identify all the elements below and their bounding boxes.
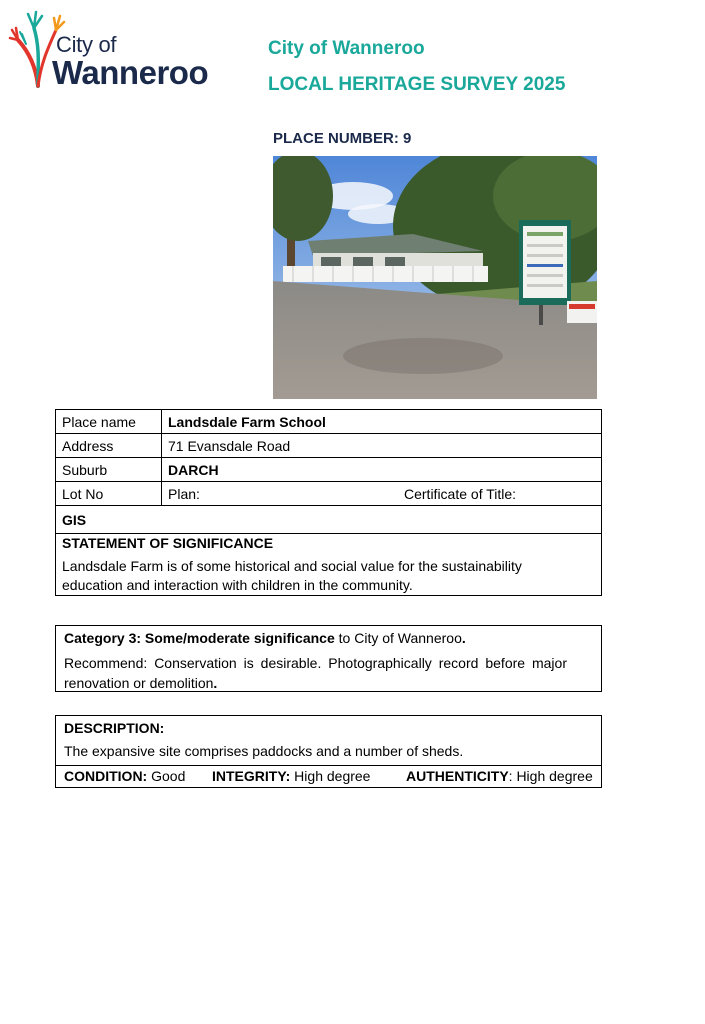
category-heading-suffix: to City of Wanneroo [334, 630, 462, 646]
address-value: 71 Evansdale Road [162, 434, 602, 458]
place-number: PLACE NUMBER: 9 [273, 130, 412, 147]
city-of-wanneroo-logo [8, 8, 228, 91]
condition-label: CONDITION: [64, 768, 148, 784]
condition-value: Good [147, 768, 186, 784]
table-row [56, 458, 602, 482]
suburb-label: Suburb [56, 458, 162, 482]
header-title: City of Wanneroo [268, 38, 425, 59]
place-name-value: Landsdale Farm School [162, 410, 602, 434]
category-box [55, 625, 602, 692]
suburb-value: DARCH [162, 458, 602, 482]
certificate-label: Certificate of Title: [404, 486, 517, 502]
category-heading-end: . [461, 630, 466, 646]
integrity-value: High degree [290, 768, 371, 784]
lot-label: Lot No [56, 482, 162, 506]
address-label: Address [56, 434, 162, 458]
description-text: The expansive site comprises paddocks and a number of sheds. [64, 743, 464, 759]
table-row [56, 434, 602, 458]
description-box [55, 715, 602, 788]
significance-text: Landsdale Farm is of some historical and social value for the sustainability education and interaction with children in the community. [62, 558, 522, 593]
condition-part [64, 768, 185, 784]
authenticity-value: : High degree [508, 768, 593, 784]
category-recommendation [64, 653, 567, 693]
table-row [56, 410, 602, 434]
significance-cell [56, 534, 602, 596]
header-subtitle: LOCAL HERITAGE SURVEY 2025 [268, 74, 566, 95]
logo-text-city-of: City of [56, 32, 117, 57]
plan-label: Plan: [168, 485, 200, 502]
recommend-end: . [213, 675, 218, 691]
table-row [56, 482, 602, 506]
place-photo [273, 156, 597, 399]
authenticity-part [406, 768, 593, 784]
description-heading: DESCRIPTION: [64, 720, 165, 736]
integrity-label: INTEGRITY: [212, 768, 291, 784]
table-row [56, 506, 602, 534]
authenticity-label: AUTHENTICITY [406, 768, 509, 784]
divider [56, 765, 601, 766]
category-heading-line [64, 630, 466, 646]
recommend-text: Recommend: Conservation is desirable. Photographically record before major renovation or demolition [64, 655, 567, 691]
significance-heading: STATEMENT OF SIGNIFICANCE [62, 535, 274, 551]
table-row [56, 534, 602, 596]
place-name-label: Place name [56, 410, 162, 434]
place-details-table [55, 409, 602, 596]
plan-certificate-cell [162, 482, 602, 506]
category-heading: Category 3: Some/moderate significance [64, 630, 335, 646]
logo-text-wanneroo: Wanneroo [52, 54, 209, 91]
integrity-part [212, 768, 370, 784]
gis-label: GIS [56, 506, 602, 534]
